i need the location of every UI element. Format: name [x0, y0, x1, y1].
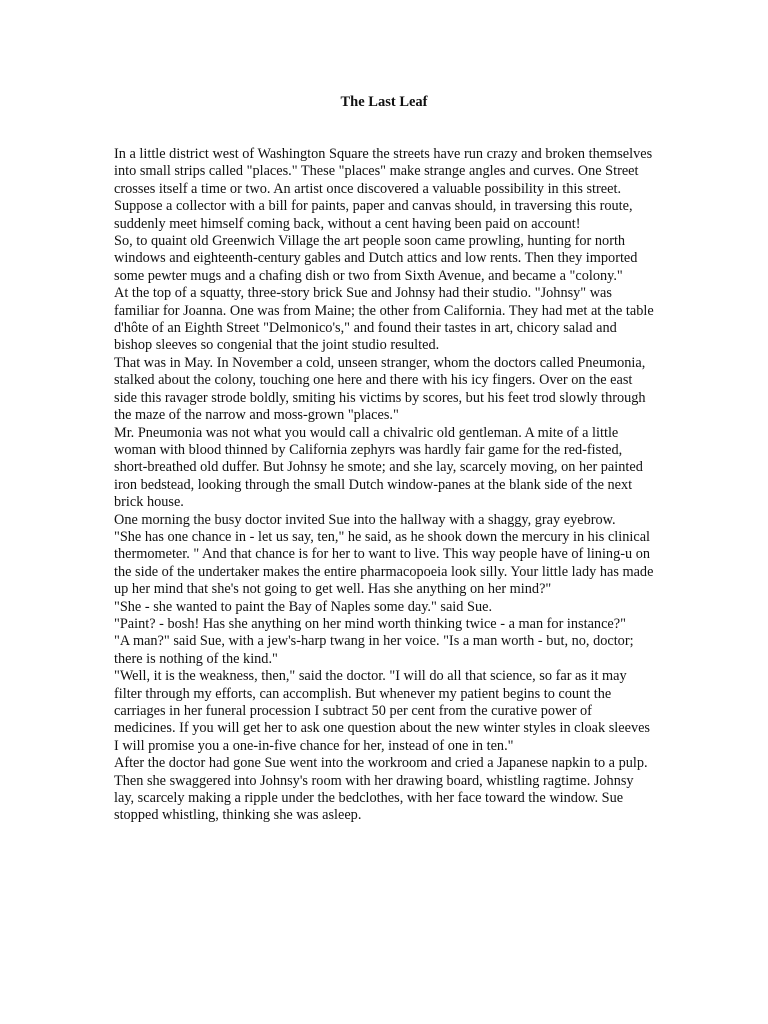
paragraph: "Paint? - bosh! Has she anything on her mind worth thinking twice - a man for instance?": [114, 615, 626, 632]
paragraph: In a little district west of Washington Square the streets have run crazy and broken themselves into small strips called "places." These "places" make strange angles and curves. One Street crosses itself a time or two. An artist once discovered a valuable possibility in this street. Suppose a collector with a bill for paints, paper and canvas should, in traversing this route, suddenly meet himself coming back, without a cent having been paid on account!: [114, 146, 653, 232]
paragraph: So, to quaint old Greenwich Village the art people soon came prowling, hunting for north windows and eighteenth-century gables and Dutch attics and low rents. Then they imported some pewter mugs and a chafing dish or two from Sixth Avenue, and became a "colony.": [114, 233, 638, 284]
document-title: The Last Leaf: [340, 94, 428, 110]
paragraph: "She - she wanted to paint the Bay of Naples some day." said Sue.: [114, 598, 493, 615]
paragraph: "She has one chance in - let us say, ten," he said, as he shook down the mercury in his clinical thermometer. " And that chance is for her to want to live. This way people have of lining-u on the side of the undertaker makes the entire pharmacopoeia look silly. Your little lady has made up her mind that she's not going to get well. Has she anything on her mind?": [114, 528, 654, 598]
paragraph: "Well, it is the weakness, then," said the doctor. "I will do all that science, so far as it may filter through my efforts, can accomplish. But whenever my patient begins to count the carriages in her funeral procession I subtract 50 per cent from the curative power of medicines. If you will get her to ask one question about the new winter styles in cloak sleeves I will promise you a one-in-five chance for her, instead of one in ten.": [114, 668, 651, 754]
document-body: [114, 146, 654, 825]
paragraph: That was in May. In November a cold, unseen stranger, whom the doctors called Pneumonia, stalked about the colony, touching one here and there with his icy fingers. Over on the east side this ravager strode boldly, smiting his victims by scores, but his feet trod slowly through the maze of the narrow and moss-grown "places.": [114, 354, 646, 424]
paragraph: Mr. Pneumonia was not what you would call a chivalric old gentleman. A mite of a little woman with blood thinned by California zephyrs was hardly fair game for the red-fisted, short-breathed old duffer. But Johnsy he smote; and she lay, scarcely moving, on her painted iron bedstead, looking through the small Dutch window-panes at the blank side of the next brick house.: [114, 424, 643, 511]
paragraph: One morning the busy doctor invited Sue into the hallway with a shaggy, gray eyebrow.: [114, 511, 616, 528]
paragraph: After the doctor had gone Sue went into the workroom and cried a Japanese napkin to a pulp. Then she swaggered into Johnsy's room with her drawing board, whistling ragtime. Johnsy lay, scarcely making a ripple under the bedclothes, with her face toward the window. Sue stopped whistling, thinking she was asleep.: [114, 755, 648, 824]
paragraph: At the top of a squatty, three-story brick Sue and Johnsy had their studio. "Johnsy" was familiar for Joanna. One was from Maine; the other from California. They had met at the table d'hôte of an Eighth Street "Delmonico's," and found their tastes in art, chicory salad and bishop sleeves so congenial that the joint studio resulted.: [114, 285, 654, 354]
paragraph: "A man?" said Sue, with a jew's-harp twang in her voice. "Is a man worth - but, no, doctor; there is nothing of the kind.": [114, 633, 634, 667]
